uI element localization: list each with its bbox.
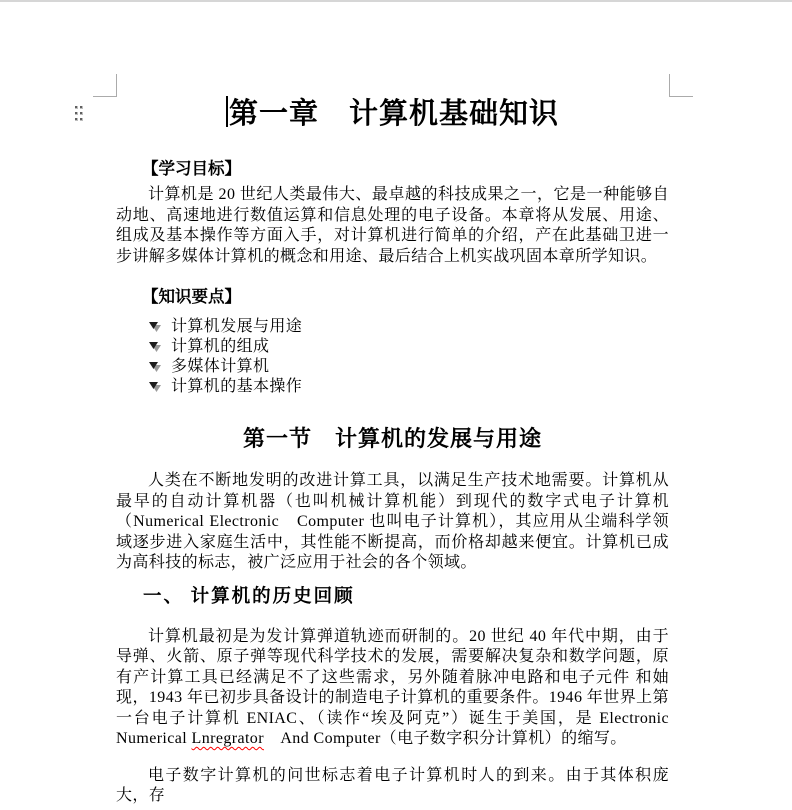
handle-dot xyxy=(75,106,78,109)
key-points-list xyxy=(116,317,669,397)
section-title[interactable]: 第一节 计算机的发展与用途 xyxy=(242,426,542,451)
list-item-label: 多媒体计算机 xyxy=(171,358,270,375)
arrow-3d-bullet-icon xyxy=(148,361,162,373)
paragraph-drag-handle[interactable] xyxy=(75,106,85,124)
handle-dot xyxy=(80,118,83,121)
learning-goals-paragraph[interactable]: 计算机是 20 世纪人类最伟大、最卓越的科技成果之一，它是一种能够自动地、高速地进行数值运算和信息处理的电子设备。本章将从发展、用途、组成及基本操作等方面入手，对计算机进行简单的介绍，产在此基础卫进一步讲解多媒体计算机的概念和用途、最后结合上机实战巩固本章所学知识。 xyxy=(116,186,669,265)
arrow-3d-bullet-icon xyxy=(148,321,162,333)
misspelled-word: Lnregrator xyxy=(191,730,264,747)
list-item[interactable] xyxy=(148,337,669,357)
section-intro-paragraph[interactable]: 人类在不断地发明的改进计算工具，以满足生产技术地需要。计算机从最早的自动计算机器（也叫机械计算机能）到现代的数字式电子计算机（Numerical Electronic Computer 也叫电子计算机），其应用从尘端科学领域逐步进入家庭生活中，其性能不断提高，而价格却越来便宜。计算机已成为高科技的标志，被广泛应用于社会的各个领域。 xyxy=(116,472,669,571)
list-item-label: 计算机的组成 xyxy=(171,338,270,355)
arrow-3d-bullet-icon xyxy=(148,341,162,353)
list-item-label: 计算机发展与用途 xyxy=(171,318,303,335)
list-item[interactable] xyxy=(148,317,669,337)
history-paragraph-2[interactable]: 电子数字计算机的问世标志着电子计算机时人的到来。由于其体积庞大，存 xyxy=(116,766,669,804)
arrow-3d-bullet-icon xyxy=(148,381,162,393)
list-item-label: 计算机的基本操作 xyxy=(171,378,303,395)
subsection-title[interactable]: 一、 计算机的历史回顾 xyxy=(143,586,355,607)
text-boundary-mark-top-right xyxy=(669,74,693,97)
list-item[interactable] xyxy=(148,377,669,397)
text-boundary-mark-top-left xyxy=(93,74,117,97)
document-text-area[interactable] xyxy=(116,0,669,807)
paragraph-text: And Computer（电子数字积分计算机）的缩写。 xyxy=(263,730,627,747)
handle-dot xyxy=(80,106,83,109)
chapter-title-text: 第一章 计算机基础知识 xyxy=(228,98,559,130)
handle-dot xyxy=(75,118,78,121)
paragraph-text: 计算机最初是为发计算弹道轨迹而研制的。20 世纪 40 年代中期，由于导弹、火箭、原子弹等现代科学技术的发展，需要解决复杂和数学问题，原有产计算工具已经满足不了这些需求，另外随着脉冲电路和电子元件 和妯现，1943 年已初步具备设计的制造电子计算机的重要条件。1946 年世界上第一台电子计算机 ENIAC、（读作“埃及阿克”）诞生于美国，是 Electronic Numerical xyxy=(116,627,669,747)
learning-goals-label[interactable]: 【学习目标】 xyxy=(142,160,241,178)
key-points-label[interactable]: 【知识要点】 xyxy=(142,288,241,306)
chapter-title[interactable] xyxy=(116,94,669,134)
text-cursor xyxy=(226,96,228,127)
handle-dot xyxy=(80,112,83,115)
list-item[interactable] xyxy=(148,357,669,377)
handle-dot xyxy=(75,112,78,115)
history-paragraph-1[interactable] xyxy=(116,627,669,750)
